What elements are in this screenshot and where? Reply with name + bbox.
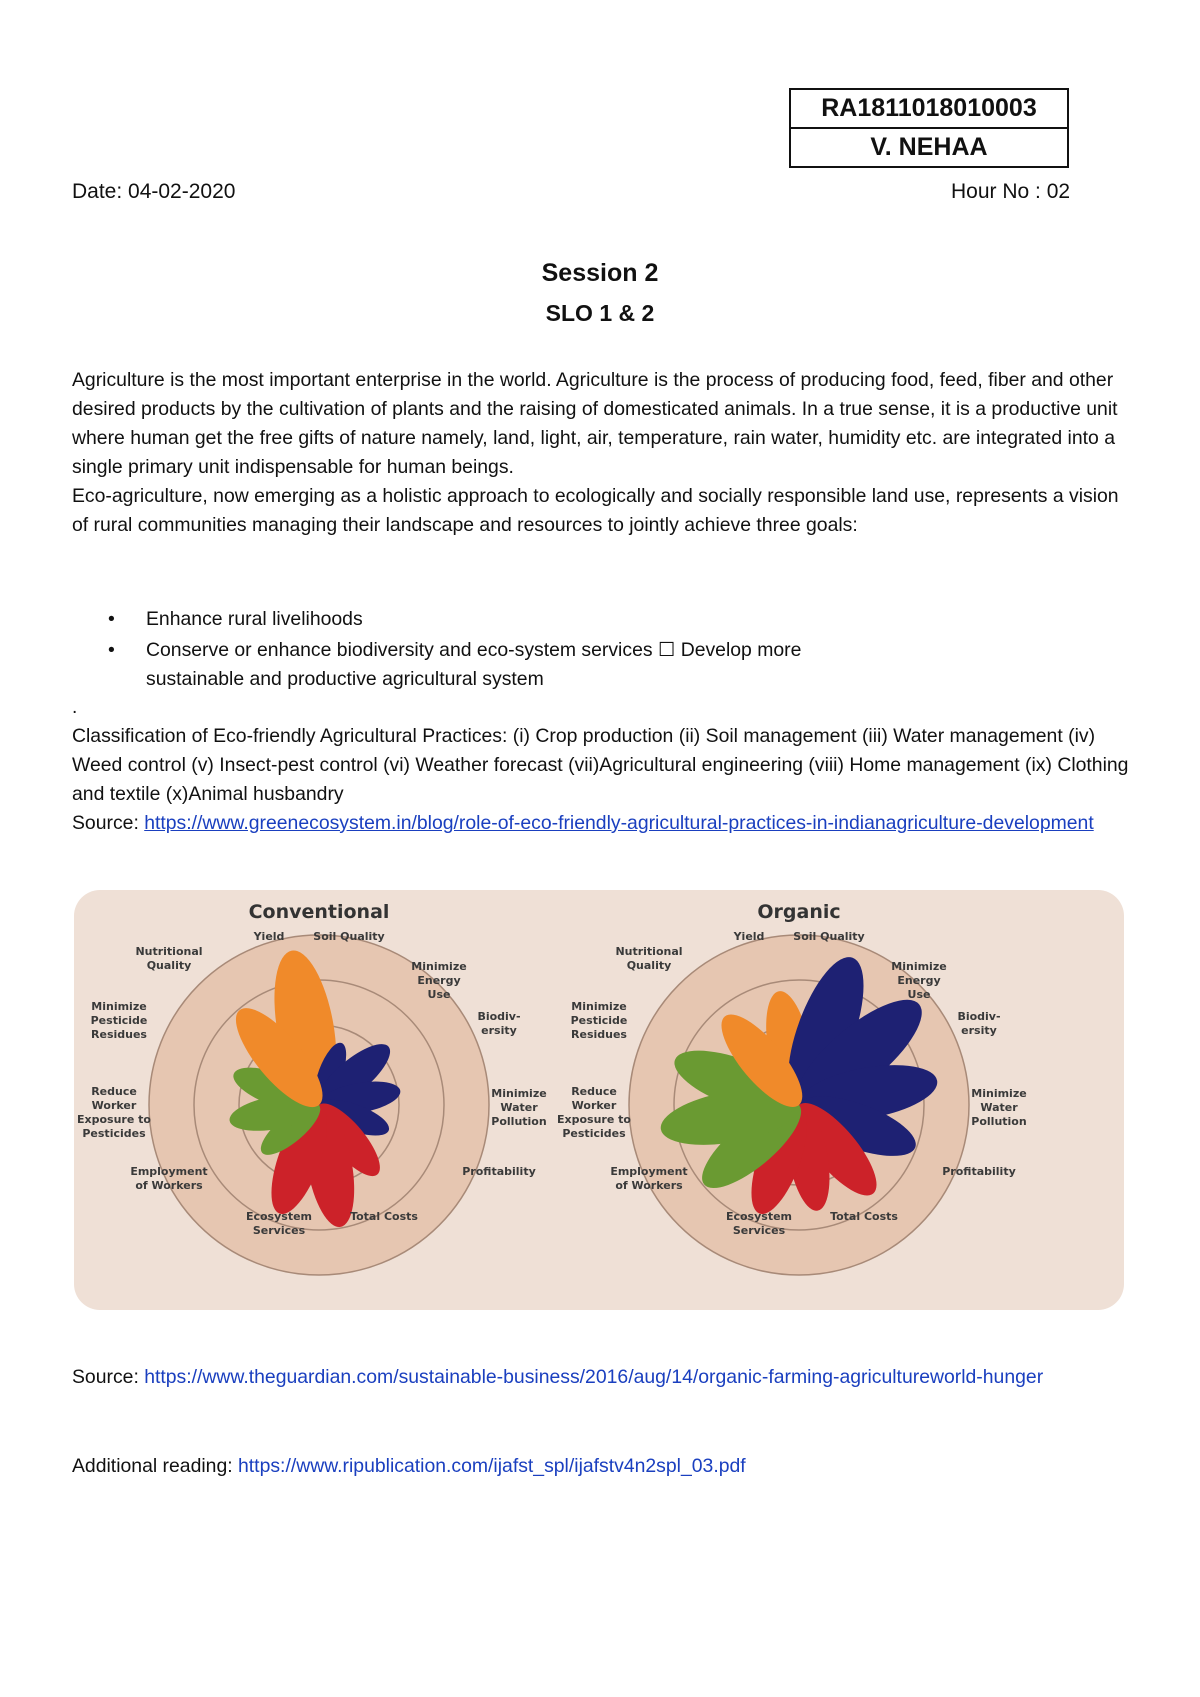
source-label: Source: [72, 812, 145, 834]
bullet-glyph: • [108, 608, 115, 630]
category-label: Ecosystem Services [725, 1210, 793, 1237]
category-label: Total Costs [830, 1210, 898, 1223]
additional-reading [72, 1455, 746, 1478]
category-label: Employment of Workers [130, 1165, 208, 1192]
paragraph-2: Eco-agriculture, now emerging as a holistic approach to ecologically and socially responsible land use, represents a vision of rural communities managing their landscape and resources to jointly achieve three goals: [72, 485, 1119, 536]
category-label: Nutritional Quality [615, 945, 683, 972]
comparison-figure [74, 890, 1124, 1310]
source-2 [72, 1363, 1132, 1392]
category-label: Minimize Pesticide Residues [570, 1000, 628, 1041]
additional-label: Additional reading: [72, 1455, 239, 1477]
category-label: Reduce Worker Exposure to Pesticides [557, 1085, 631, 1140]
category-label: Nutritional Quality [135, 945, 203, 972]
chart-title: Conventional [248, 901, 390, 923]
slo-title: SLO 1 & 2 [545, 300, 655, 326]
category-label: Biodiv-ersity [957, 1010, 1001, 1037]
stray-dot: . [72, 697, 78, 718]
hour-text: Hour No : 02 [951, 180, 1071, 203]
list-item: • Enhance rural livelihoods [108, 605, 1008, 634]
bullet-glyph: • [108, 639, 115, 661]
category-label: Ecosystem Services [245, 1210, 313, 1237]
session-title: Session 2 [541, 259, 659, 287]
category-label: Yield [733, 930, 765, 943]
student-name: V. NEHAA [791, 127, 1067, 166]
category-label: Biodiv-ersity [477, 1010, 521, 1037]
category-label: Minimize Pesticide Residues [90, 1000, 148, 1041]
paragraph-1: Agriculture is the most important enterprise in the world. Agriculture is the process of producing food, feed, fiber and other desired products by the cultivation of plants and the raising of domesticated animals. In a true sense, it is a productive unit where human get the free gifts of nature namely, land, light, air, temperature, rain water, humidity etc. are integrated into a single primary unit indispensable for human beings. [72, 369, 1118, 478]
category-label: Employment of Workers [610, 1165, 688, 1192]
category-label: Soil Quality [313, 930, 385, 943]
roll-number: RA1811018010003 [821, 94, 1037, 122]
chart-title: Organic [757, 901, 841, 923]
source-link-greenecosystem[interactable]: https://www.greenecosystem.in/blog/role-of-eco-friendly-agricultural-practices-in-indianagriculture-development [144, 812, 1094, 834]
petal-charts [74, 890, 1124, 1310]
source-link-guardian[interactable]: https://www.theguardian.com/sustainable-business/2016/aug/14/organic-farming-agricultureworld-hunger [144, 1366, 1044, 1388]
category-label: Total Costs [350, 1210, 418, 1223]
category-label: Profitability [462, 1165, 536, 1178]
intro-text [72, 366, 1132, 540]
goals-list [108, 605, 1008, 696]
category-label: Profitability [942, 1165, 1016, 1178]
category-label: Reduce Worker Exposure to Pesticides [77, 1085, 151, 1140]
category-label: Yield [253, 930, 285, 943]
additional-link[interactable]: https://www.ripublication.com/ijafst_spl/ijafstv4n2spl_03.pdf [238, 1455, 746, 1477]
category-label: Soil Quality [793, 930, 865, 943]
category-label: Minimize Energy Use [411, 960, 467, 1001]
classification-text [72, 722, 1132, 838]
source-2-label: Source: [72, 1366, 145, 1388]
classification-paragraph: Classification of Eco-friendly Agricultural Practices: (i) Crop production (ii) Soil management (iii) Water management (iv) Weed control (v) Insect-pest control (vi) Weather forecast (vii)Agricultural engineering (viii) Home management (ix) Clothing and textile (x)Animal husbandry [72, 725, 1129, 805]
list-item: • Conserve or enhance biodiversity and eco-system services ☐ Develop more sustainable and productive agricultural system [108, 636, 1008, 694]
category-label: Minimize Water Pollution [491, 1087, 547, 1128]
category-label: Minimize Water Pollution [971, 1087, 1027, 1128]
date-text: Date: 04-02-2020 [72, 180, 236, 203]
id-box [789, 88, 1069, 168]
category-label: Minimize Energy Use [891, 960, 947, 1001]
